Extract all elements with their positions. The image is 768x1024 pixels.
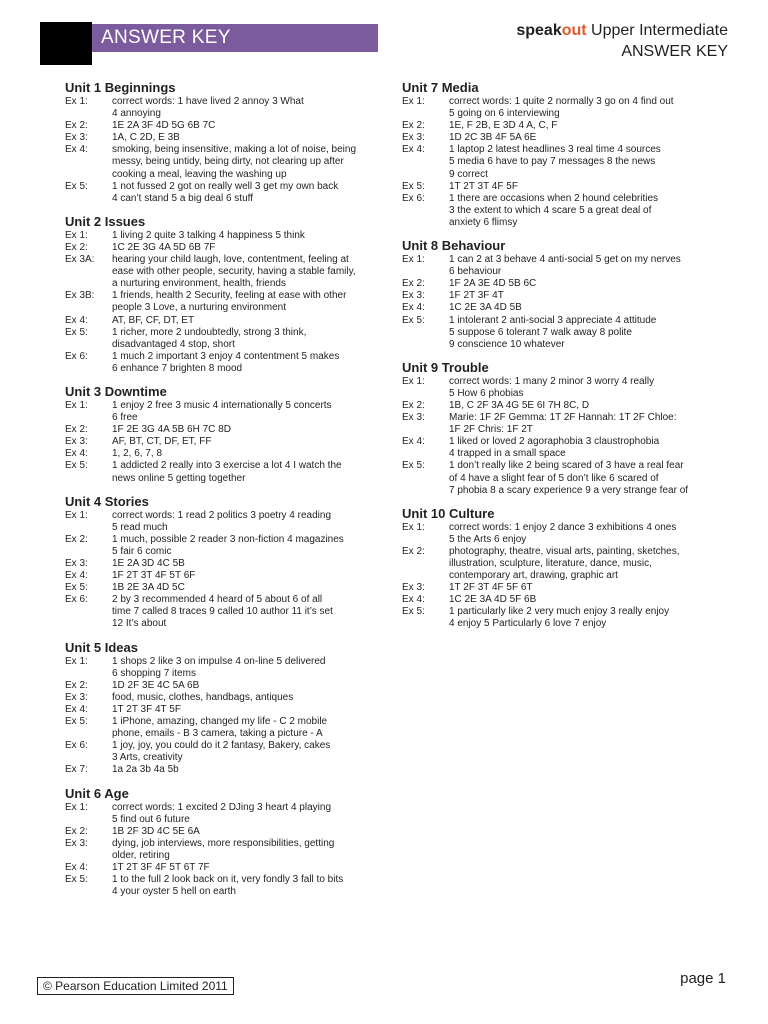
exercise-label: Ex 1:	[402, 375, 425, 387]
exercise-answers: 1 richer, more 2 undoubtedly, strong 3 think, disadvantaged 4 stop, short	[112, 326, 307, 350]
exercise-label: Ex 1:	[65, 96, 88, 107]
exercise-answers: 1 much 2 important 3 enjoy 4 contentment 5 makes 6 enhance 7 brighten 8 mood	[112, 350, 340, 374]
exercise-label: Ex 5:	[402, 314, 425, 326]
exercise-label: Ex 2:	[65, 424, 88, 436]
exercise-answers: 1E, F 2B, E 3D 4 A, C, F	[449, 120, 558, 132]
exercise-label: Ex 3:	[65, 132, 88, 144]
exercise-answers: 1 not fussed 2 got on really well 3 get my own back 4 can’t stand 5 a big deal 6 stuff	[112, 180, 339, 204]
exercise-row	[65, 826, 375, 838]
exercise-label: Ex 6:	[65, 350, 88, 362]
unit-section	[65, 640, 375, 777]
exercise-answers: 1 liked or loved 2 agoraphobia 3 claustrophobia 4 trapped in a small space	[449, 436, 660, 460]
exercise-row	[402, 315, 722, 351]
exercise-row	[65, 436, 375, 448]
exercise-label: Ex 2:	[402, 399, 425, 411]
exercise-answers: correct words: 1 excited 2 DJing 3 heart 4 playing 5 find out 6 future	[112, 801, 331, 825]
exercise-row	[65, 315, 375, 327]
exercise-label: Ex 4:	[65, 314, 88, 326]
exercise-row	[65, 570, 375, 582]
exercise-label: Ex 3:	[402, 132, 425, 144]
exercise-row	[402, 606, 722, 630]
exercise-row	[402, 376, 722, 400]
exercise-row	[65, 594, 375, 630]
exercise-answers: 1E 2A 3F 4D 5G 6B 7C	[112, 120, 216, 132]
exercise-answers: correct words: 1 read 2 politics 3 poetry 4 reading 5 read much	[112, 509, 331, 533]
exercise-label: Ex 5:	[65, 582, 88, 594]
exercise-label: Ex 2:	[65, 241, 88, 253]
exercise-label: Ex 1:	[65, 509, 88, 521]
exercise-row	[65, 327, 375, 351]
exercise-label: Ex 3:	[65, 837, 88, 849]
exercise-label: Ex 4:	[65, 570, 88, 582]
exercise-row	[402, 594, 722, 606]
exercise-row	[65, 254, 375, 290]
exercise-row	[402, 254, 722, 278]
exercise-row	[402, 302, 722, 314]
unit-section	[65, 214, 375, 375]
brand-subtitle: ANSWER KEY	[621, 43, 728, 60]
left-column	[65, 80, 375, 907]
exercise-answers: 1A, C 2D, E 3B	[112, 132, 180, 144]
exercise-row	[402, 144, 722, 180]
exercise-row	[402, 546, 722, 582]
exercise-row	[402, 132, 722, 144]
exercise-answers: 1T 2T 3F 4F 5T 6T 7F	[112, 861, 210, 873]
exercise-row	[65, 716, 375, 740]
exercise-label: Ex 1:	[402, 521, 425, 533]
exercise-row	[65, 460, 375, 484]
exercise-label: Ex 4:	[402, 302, 425, 314]
brand-line	[516, 20, 728, 41]
exercise-answers: 1 enjoy 2 free 3 music 4 internationally 5 concerts 6 free	[112, 399, 332, 424]
unit-title: Unit 10 Culture	[402, 505, 495, 521]
unit-section	[402, 238, 722, 351]
exercise-label: Ex 2:	[65, 533, 88, 545]
header-black-block	[40, 22, 92, 65]
exercise-row	[65, 874, 375, 898]
exercise-answers: 1 laptop 2 latest headlines 3 real time 4 sources 5 media 6 have to pay 7 messages 8 the news 9 correct	[449, 144, 661, 180]
exercise-label: Ex 1:	[402, 254, 425, 266]
exercise-row	[402, 436, 722, 460]
unit-section	[65, 80, 375, 205]
exercise-answers: AT, BF, CF, DT, ET	[112, 314, 195, 326]
exercise-label: Ex 3B:	[65, 290, 95, 302]
exercise-label: Ex 1:	[65, 655, 88, 667]
exercise-answers: correct words: 1 many 2 minor 3 worry 4 really 5 How 6 phobias	[449, 375, 655, 399]
exercise-row	[65, 764, 375, 776]
exercise-answers: 1F 2T 3F 4T	[449, 290, 504, 302]
exercise-row	[402, 278, 722, 290]
brand-block	[516, 20, 728, 62]
exercise-row	[65, 448, 375, 460]
unit-title: Unit 6 Age	[65, 785, 129, 801]
unit-title: Unit 4 Stories	[65, 493, 149, 509]
exercise-row	[65, 424, 375, 436]
exercise-row	[402, 412, 722, 436]
exercise-label: Ex 4:	[65, 861, 88, 873]
exercise-answers: 1B 2F 3D 4C 5E 6A	[112, 825, 200, 837]
exercise-row	[65, 802, 375, 826]
exercise-row	[65, 680, 375, 692]
exercise-answers: 1F 2T 3T 4F 5T 6F	[112, 570, 196, 582]
exercise-label: Ex 4:	[402, 144, 425, 156]
exercise-label: Ex 2:	[65, 679, 88, 691]
exercise-answers: 1D 2F 3E 4C 5A 6B	[112, 679, 200, 691]
exercise-row	[402, 120, 722, 132]
exercise-answers: Marie: 1F 2F Gemma: 1T 2F Hannah: 1T 2F Chloe: 1F 2F Chris: 1F 2T	[449, 412, 677, 436]
exercise-answers: correct words: 1 have lived 2 annoy 3 What 4 annoying	[112, 96, 304, 120]
exercise-row	[65, 534, 375, 558]
exercise-answers: 1B, C 2F 3A 4G 5E 6I 7H 8C, D	[449, 399, 590, 411]
exercise-row	[402, 96, 722, 120]
exercise-label: Ex 1:	[402, 96, 425, 107]
unit-section	[402, 506, 722, 631]
exercise-label: Ex 1:	[65, 801, 88, 813]
brand-level: Upper Intermediate	[586, 22, 728, 39]
exercise-label: Ex 2:	[402, 120, 425, 132]
exercise-answers: 1D 2C 3B 4F 5A 6E	[449, 132, 537, 144]
exercise-row	[65, 692, 375, 704]
copyright-notice: © Pearson Education Limited 2011	[37, 977, 234, 995]
exercise-answers: 1 particularly like 2 very much enjoy 3 really enjoy 4 enjoy 5 Particularly 6 love 7 enjoy	[449, 606, 670, 630]
exercise-label: Ex 5:	[65, 460, 88, 472]
exercise-answers: 1T 2T 3T 4F 5F	[449, 180, 518, 192]
exercise-label: Ex 6:	[402, 192, 425, 204]
exercise-label: Ex 3:	[402, 290, 425, 302]
exercise-label: Ex 2:	[402, 278, 425, 290]
exercise-label: Ex 3:	[402, 412, 425, 424]
exercise-label: Ex 5:	[402, 180, 425, 192]
exercise-label: Ex 1:	[65, 229, 88, 241]
exercise-row	[65, 96, 375, 120]
exercise-row	[402, 193, 722, 229]
exercise-answers: 1F 2E 3G 4A 5B 6H 7C 8D	[112, 424, 231, 436]
exercise-row	[65, 862, 375, 874]
exercise-row	[402, 181, 722, 193]
exercise-answers: correct words: 1 enjoy 2 dance 3 exhibitions 4 ones 5 the Arts 6 enjoy	[449, 521, 677, 545]
header-title: ANSWER KEY	[101, 27, 231, 48]
exercise-answers: food, music, clothes, handbags, antiques	[112, 691, 294, 703]
exercise-answers: 1E 2A 3D 4C 5B	[112, 558, 185, 569]
exercise-row	[65, 120, 375, 132]
exercise-answers: 1C 2E 3A 4D 5B	[449, 302, 522, 314]
exercise-answers: 1a 2a 3b 4a 5b	[112, 764, 179, 776]
exercise-label: Ex 4:	[65, 144, 88, 156]
exercise-answers: 1 there are occasions when 2 hound celebrities 3 the extent to which 4 scare 5 a great deal of anxiety 6 flimsy	[449, 192, 659, 228]
exercise-row	[65, 510, 375, 534]
unit-section	[65, 786, 375, 899]
exercise-label: Ex 3:	[65, 436, 88, 448]
exercise-label: Ex 3:	[402, 582, 425, 594]
exercise-row	[65, 740, 375, 764]
exercise-label: Ex 6:	[65, 740, 88, 752]
unit-title: Unit 9 Trouble	[402, 359, 489, 375]
unit-title: Unit 3 Downtime	[65, 383, 167, 399]
exercise-answers: 1 much, possible 2 reader 3 non-fiction 4 magazines 5 fair 6 comic	[112, 533, 344, 557]
exercise-answers: 1 shops 2 like 3 on impulse 4 on-line 5 delivered 6 shopping 7 items	[112, 655, 326, 679]
exercise-row	[65, 351, 375, 375]
exercise-answers: 1C 2E 3A 4D 5F 6B	[449, 594, 537, 606]
exercise-answers: correct words: 1 quite 2 normally 3 go on 4 find out 5 going on 6 interviewing	[449, 96, 674, 120]
exercise-answers: 1, 2, 6, 7, 8	[112, 448, 163, 460]
exercise-label: Ex 3A:	[65, 254, 95, 266]
exercise-label: Ex 6:	[65, 594, 88, 606]
exercise-label: Ex 2:	[402, 545, 425, 557]
exercise-answers: 1 to the full 2 look back on it, very fondly 3 fall to bits 4 your oyster 5 hell on earth	[112, 874, 344, 898]
unit-section	[65, 384, 375, 485]
header-title-bar	[92, 24, 378, 52]
exercise-label: Ex 4:	[65, 448, 88, 460]
exercise-answers: 1C 2E 3G 4A 5D 6B 7F	[112, 241, 216, 253]
unit-title: Unit 7 Media	[402, 80, 479, 95]
exercise-answers: 1F 2A 3E 4D 5B 6C	[449, 278, 537, 290]
exercise-answers: smoking, being insensitive, making a lot of noise, being messy, being untidy, being dirty, not clearing up after cooking a meal, leaving the washing up	[112, 144, 357, 180]
exercise-row	[65, 290, 375, 314]
brand-logo-speak: speak	[516, 22, 562, 39]
exercise-answers: 1T 2T 3F 4T 5F	[112, 703, 181, 715]
exercise-row	[402, 290, 722, 302]
right-column	[402, 80, 722, 640]
exercise-row	[65, 558, 375, 570]
exercise-answers: 1 don’t really like 2 being scared of 3 have a real fear of 4 have a slight fear of 5 don’t like 6 scared of 7 phobia 8 a scary experience 9 a very strange fear of	[449, 460, 689, 496]
exercise-row	[402, 400, 722, 412]
exercise-label: Ex 5:	[65, 326, 88, 338]
exercise-label: Ex 2:	[65, 825, 88, 837]
exercise-label: Ex 5:	[402, 606, 425, 618]
exercise-answers: 1B 2E 3A 4D 5C	[112, 582, 185, 594]
exercise-answers: 1 joy, joy, you could do it 2 fantasy, Bakery, cakes 3 Arts, creativity	[112, 740, 331, 764]
exercise-answers: photography, theatre, visual arts, painting, sketches, illustration, sculpture, literature, dance, music, contemporary art, drawing, graphic art	[449, 545, 680, 582]
exercise-label: Ex 3:	[65, 558, 88, 569]
exercise-answers: 1 addicted 2 really into 3 exercise a lot 4 I watch the news online 5 getting together	[112, 460, 342, 484]
brand-logo-out: out	[561, 22, 587, 39]
unit-title: Unit 1 Beginnings	[65, 80, 176, 95]
exercise-answers: 1 intolerant 2 anti-social 3 appreciate 4 attitude 5 suppose 6 tolerant 7 walk away 8 polite 9 conscience 10 whatever	[449, 314, 657, 350]
exercise-label: Ex 4:	[402, 594, 425, 606]
exercise-answers: AF, BT, CT, DF, ET, FF	[112, 436, 212, 448]
unit-title: Unit 8 Behaviour	[402, 238, 506, 254]
exercise-row	[65, 144, 375, 180]
exercise-row	[65, 704, 375, 716]
exercise-row	[402, 522, 722, 546]
exercise-answers: 1 iPhone, amazing, changed my life - C 2 mobile phone, emails - B 3 camera, taking a picture - A	[112, 716, 328, 740]
exercise-row	[65, 838, 375, 862]
exercise-answers: 1T 2F 3T 4F 5F 6T	[449, 582, 533, 594]
exercise-row	[65, 181, 375, 205]
exercise-label: Ex 5:	[65, 180, 88, 192]
exercise-label: Ex 2:	[65, 120, 88, 132]
exercise-label: Ex 4:	[402, 436, 425, 448]
exercise-label: Ex 7:	[65, 764, 88, 776]
exercise-label: Ex 1:	[65, 399, 88, 411]
unit-section	[402, 80, 722, 229]
exercise-answers: 2 by 3 recommended 4 heard of 5 about 6 of all time 7 called 8 traces 9 called 10 author 11 it’s set 12 It’s about	[112, 594, 333, 630]
exercise-row	[65, 132, 375, 144]
exercise-label: Ex 4:	[65, 703, 88, 715]
exercise-row	[65, 656, 375, 680]
unit-title: Unit 5 Ideas	[65, 639, 138, 655]
exercise-row	[402, 460, 722, 496]
unit-title: Unit 2 Issues	[65, 213, 146, 229]
exercise-answers: 1 can 2 at 3 behave 4 anti-social 5 get on my nerves 6 behaviour	[449, 254, 681, 278]
exercise-row	[65, 230, 375, 242]
exercise-label: Ex 5:	[402, 460, 425, 472]
unit-section	[402, 360, 722, 497]
exercise-label: Ex 5:	[65, 874, 88, 886]
exercise-answers: hearing your child laugh, love, contentment, feeling at ease with other people, security, having a stable family, a nurturing environment, health, friends	[112, 254, 356, 290]
exercise-answers: 1 friends, health 2 Security, feeling at ease with other people 3 Love, a nurturing environment	[112, 290, 347, 314]
exercise-label: Ex 3:	[65, 691, 88, 703]
page-number: page 1	[680, 970, 726, 987]
exercise-label: Ex 5:	[65, 716, 88, 728]
exercise-answers: dying, job interviews, more responsibilities, getting older, retiring	[112, 837, 335, 861]
exercise-row	[65, 242, 375, 254]
unit-section	[65, 494, 375, 631]
exercise-row	[65, 582, 375, 594]
exercise-answers: 1 living 2 quite 3 talking 4 happiness 5 think	[112, 229, 305, 241]
exercise-row	[402, 582, 722, 594]
exercise-row	[65, 400, 375, 424]
